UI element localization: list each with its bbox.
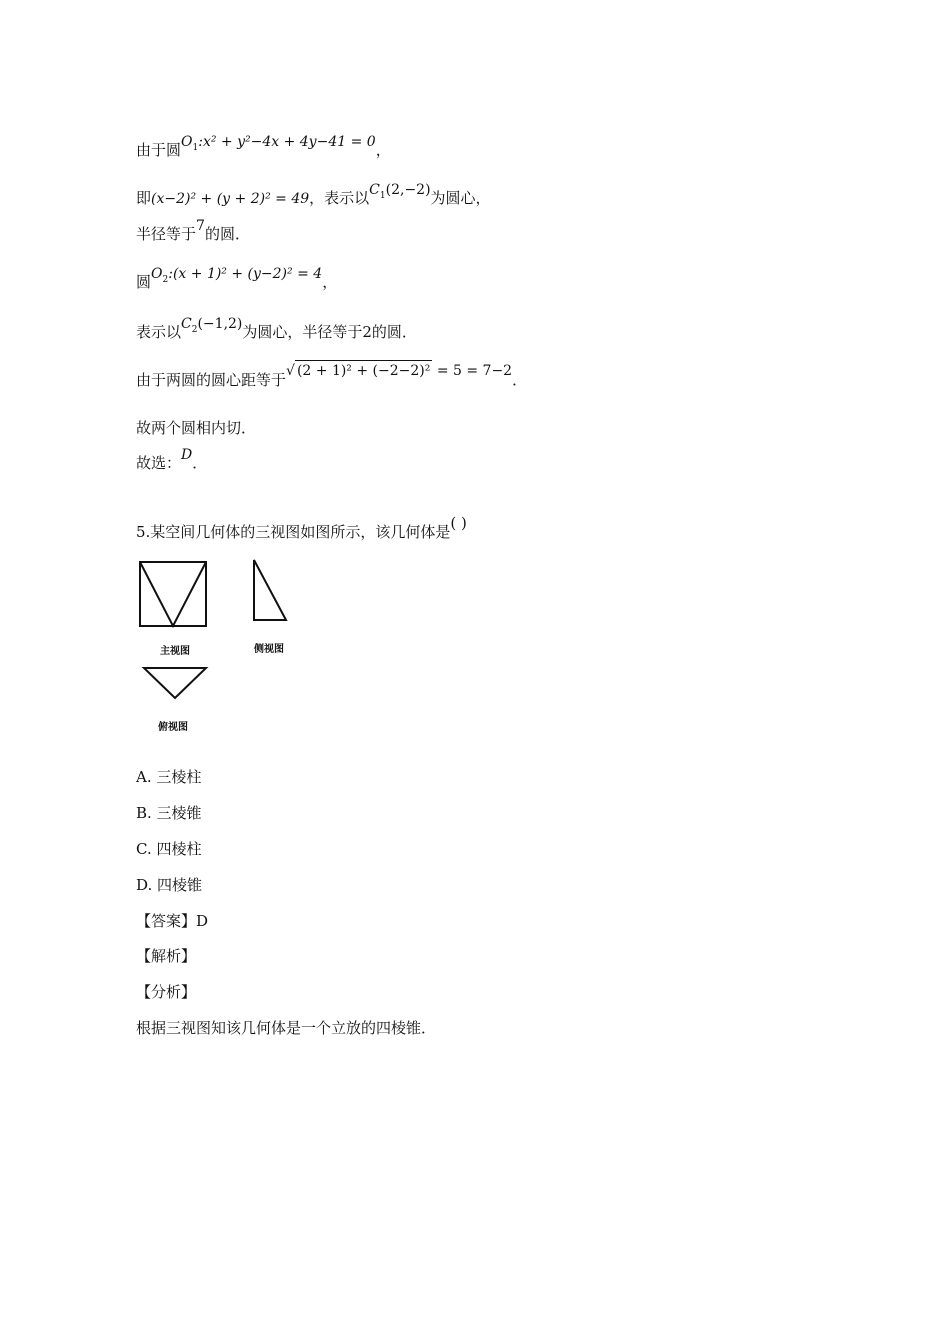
math-sub: 1 [379,190,386,201]
text: ，表示以 [309,189,370,207]
math-eq: :x² + y²−4x + 4y−41 = 0 [198,134,376,150]
text: 故选： [136,454,182,472]
math-num: 7 [196,218,205,234]
side-view-caption: 侧视图 [254,644,284,655]
answer-blank: ( ) [450,514,467,532]
top-view-triangle [144,668,206,698]
math-point: (−1,2) [197,316,243,332]
fenxi-label: 【分析】 [136,983,197,1001]
top-view [144,668,206,698]
math-var: C [369,182,380,198]
text: 为圆心， [430,189,491,207]
text: 为圆心，半径等于2的圆． [242,323,417,341]
answer-label: 【答案】D [136,912,209,930]
solution-line-2 [136,182,491,209]
punct: ． [192,454,208,472]
side-view-triangle [254,560,286,620]
solution-line-6 [136,363,528,391]
text: 由于圆 [136,141,182,159]
sqrt-sign: √ [286,363,295,379]
sqrt-radicand: (2 + 1)² + (−2−2)² [295,360,432,381]
solution-line-1 [136,134,391,161]
math-c1 [369,182,431,201]
conclusion-text: 根据三视图知该几何体是一个立放的四棱锥． [136,1019,437,1037]
front-view-square [140,562,206,626]
math-point: (2,−2) [385,182,431,198]
solution-line-3 [136,218,250,245]
punct: ． [512,371,528,389]
text: 由于两圆的圆心距等于 [136,371,287,389]
math-answer: D [181,447,193,463]
option-c: C. 四棱柱 [136,840,202,858]
three-view-figure [136,556,296,736]
math-sub: 2 [162,274,169,285]
math-sub: 1 [192,142,199,153]
text: 半径等于 [136,225,197,243]
text: 表示以 [136,323,182,341]
top-view-caption: 俯视图 [158,722,188,733]
math-o2-equation [151,266,323,285]
text: 即 [136,189,152,207]
math-var: C [181,316,192,332]
math-eq: (x−2)² + (y + 2)² = 49 [151,191,310,207]
solution-line-8 [136,447,208,474]
text: 圆 [136,273,152,291]
math-eq: = 5 = 7−2 [432,363,513,379]
solution-line-5 [136,316,417,343]
question-5-stem [136,514,467,542]
front-view-caption: 主视图 [160,646,190,657]
front-view-v [140,562,206,626]
solution-line-7: 故两个圆相内切． [136,419,257,437]
text: 的圆． [204,225,250,243]
option-d: D. 四棱锥 [136,876,203,894]
side-view [254,560,286,620]
jiexi-label: 【解析】 [136,947,197,965]
math-var: O [181,134,193,150]
text: 5.某空间几何体的三视图如图所示，该几何体是 [136,523,451,541]
math-sub: 2 [191,324,198,335]
option-a: A. 三棱柱 [136,768,202,786]
math-c2 [181,316,243,335]
punct: ， [322,273,338,291]
front-view [140,562,206,626]
option-b: B. 三棱锥 [136,804,202,822]
math-var: O [151,266,163,282]
punct: ， [375,141,391,159]
math-eq: :(x + 1)² + (y−2)² = 4 [168,266,323,282]
math-o1-equation [181,134,376,153]
math-sqrt [286,360,512,381]
solution-line-4 [136,266,338,293]
